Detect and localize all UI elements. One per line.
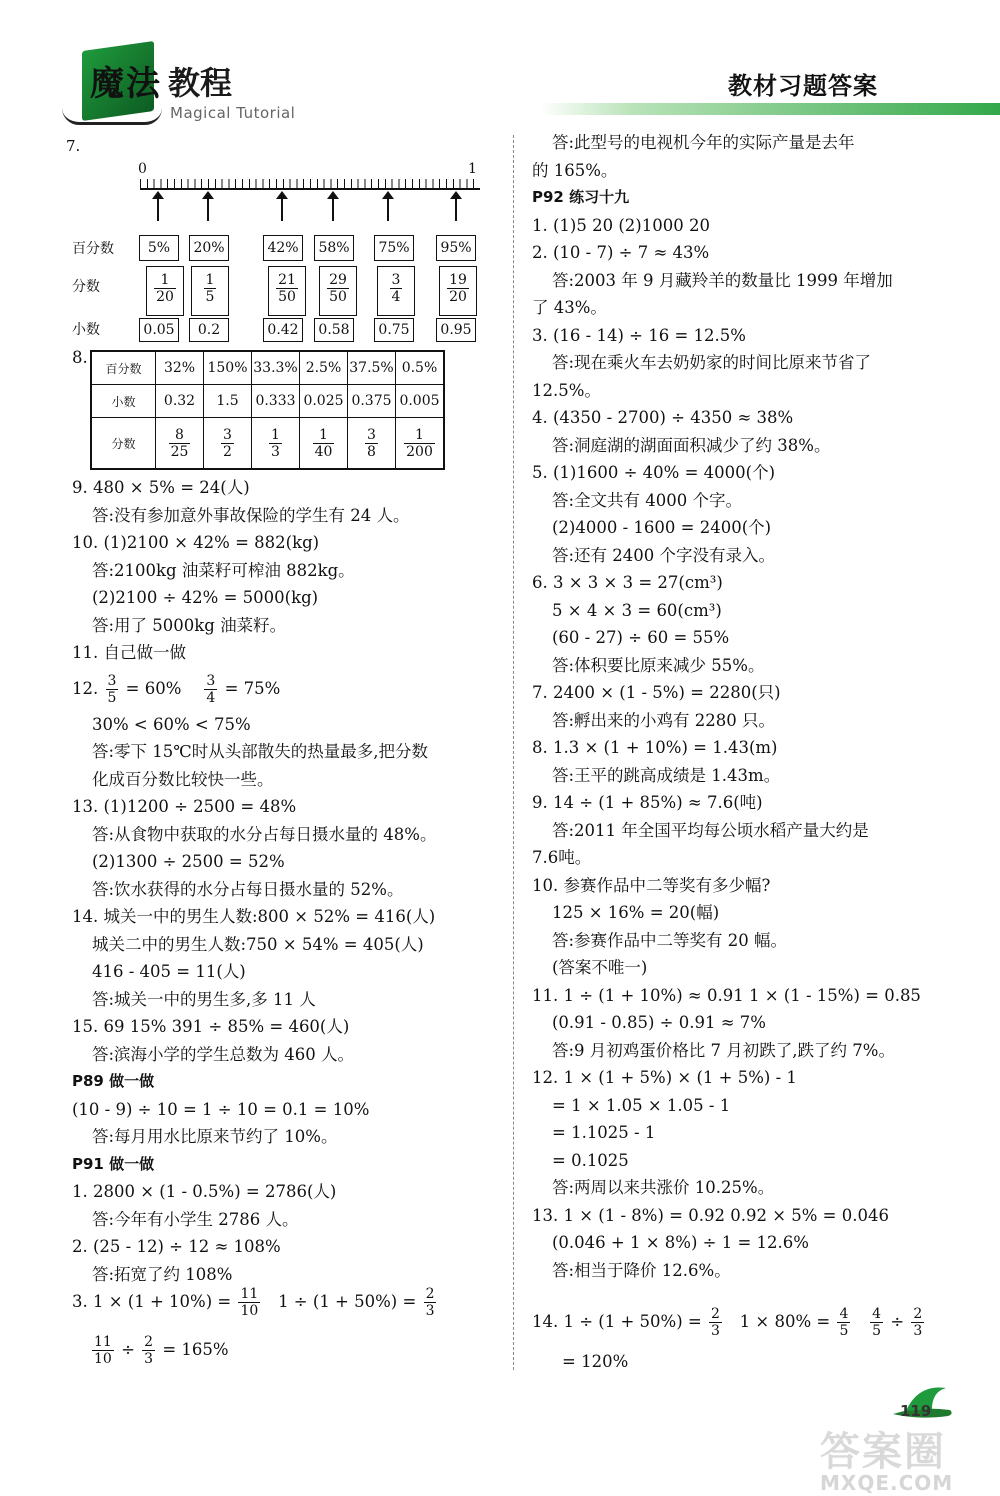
- page-number: 119: [900, 1402, 932, 1420]
- table-cell: 0.5%: [396, 351, 445, 385]
- table-cell: $\frac{1}{3}$: [252, 418, 300, 470]
- q8-label: 8.: [72, 348, 88, 367]
- answer-line: (答案不唯一): [552, 958, 648, 977]
- column-divider: [513, 135, 514, 1370]
- page-title: 教材习题答案: [728, 72, 878, 100]
- q14-result: = 120%: [562, 1352, 629, 1371]
- answer-line: 125 × 16% = 20(幅): [552, 903, 720, 922]
- arrow-up-icon: [332, 197, 334, 221]
- fraction-box: $\frac{19}{20}$: [439, 266, 477, 316]
- decimal-box: 0.2: [189, 318, 229, 342]
- table-cell: $\frac{3}{2}$: [204, 418, 252, 470]
- table-cell: 37.5%: [348, 351, 396, 385]
- answer-line: P91 做一做: [72, 1154, 155, 1173]
- table-row-header: 小数: [91, 385, 156, 418]
- table-cell: 0.025: [300, 385, 348, 418]
- answer-line: 了 43%。: [532, 298, 607, 317]
- decimal-box: 0.58: [314, 318, 354, 342]
- table-cell: 2.5%: [300, 351, 348, 385]
- answer-line: 9. 480 × 5% = 24(人): [72, 478, 250, 497]
- answer-line: 答:还有 2400 个字没有录入。: [552, 545, 776, 565]
- answer-line: 的 165%。: [532, 160, 618, 180]
- decimal-box: 0.42: [263, 318, 303, 342]
- answer-line: 答:2100kg 油菜籽可榨油 882kg。: [92, 560, 355, 580]
- answer-line: (2)2100 ÷ 42% = 5000(kg): [92, 588, 319, 607]
- magic-tutorial-logo: [62, 42, 312, 126]
- answer-line: P92 练习十九: [532, 188, 630, 206]
- answer-line: 答:体积要比原来减少 55%。: [552, 655, 765, 675]
- table-cell: 0.005: [396, 385, 445, 418]
- percent-box: 75%: [374, 235, 414, 261]
- logo-book-icon: [62, 108, 162, 125]
- q7-label: 7.: [66, 137, 81, 155]
- answer-line: 12. 1 × (1 + 5%) × (1 + 5%) - 1: [532, 1068, 797, 1087]
- answer-line: (2)4000 - 1600 = 2400(个): [552, 518, 772, 537]
- arrow-up-icon: [281, 197, 283, 221]
- answer-line: = 1 × 1.05 × 1.05 - 1: [552, 1095, 731, 1115]
- left-answer-column: [72, 474, 508, 1288]
- answer-line: (2)1300 ÷ 2500 = 52%: [92, 852, 285, 871]
- answer-line: 答:拓宽了约 108%: [92, 1264, 233, 1284]
- answer-line: 14. 城关一中的男生人数:800 × 52% = 416(人): [72, 907, 436, 926]
- answer-line: 2. (10 - 7) ÷ 7 ≈ 43%: [532, 243, 710, 262]
- table-cell: 33.3%: [252, 351, 300, 385]
- answer-line: 化成百分数比较快一些。: [92, 769, 274, 789]
- answer-line: 答:2011 年全国平均每公顷水稻产量大约是: [552, 820, 869, 840]
- answer-line: 答:全文共有 4000 个字。: [552, 490, 743, 510]
- answer-line: 10. (1)2100 × 42% = 882(kg): [72, 533, 320, 552]
- arrow-up-icon: [455, 197, 457, 221]
- answer-line: 答:滨海小学的学生总数为 460 人。: [92, 1044, 355, 1064]
- answer-line: 答:城关一中的男生多,多 11 人: [92, 989, 316, 1009]
- table-cell: 0.333: [252, 385, 300, 418]
- table-cell: $\frac{1}{200}$: [396, 418, 445, 470]
- answer-line: 6. 3 × 3 × 3 = 27(cm³): [532, 573, 723, 592]
- percent-box: 95%: [436, 235, 476, 261]
- q3-fraction-line: 3. 1 × (1 + 10%) = $\frac{11}{10}$ 1 ÷ (1 + 50%) = $\frac{2}{3}$: [72, 1286, 435, 1319]
- fraction-box: $\frac{21}{50}$: [268, 266, 306, 316]
- table-cell: 32%: [156, 351, 204, 385]
- row-label-decimal: 小数: [72, 322, 100, 338]
- answer-line: 答:今年有小学生 2786 人。: [92, 1209, 299, 1229]
- answer-line: 13. (1)1200 ÷ 2500 = 48%: [72, 797, 297, 816]
- answer-line: 3. (16 - 14) ÷ 16 = 12.5%: [532, 325, 746, 345]
- arrow-up-icon: [157, 197, 159, 221]
- answer-line: P89 做一做: [72, 1072, 155, 1090]
- watermark: [820, 1420, 1000, 1495]
- q8-conversion-table: [90, 350, 445, 470]
- answer-line: 9. 14 ÷ (1 + 85%) ≈ 7.6(吨): [532, 793, 763, 812]
- answer-line: (10 - 9) ÷ 10 = 1 ÷ 10 = 0.1 = 10%: [72, 1099, 370, 1119]
- watermark-top: 答案圈: [820, 1429, 946, 1475]
- answer-line: 答:没有参加意外事故保险的学生有 24 人。: [92, 505, 410, 525]
- answer-line: 1. 2800 × (1 - 0.5%) = 2786(人): [72, 1182, 337, 1201]
- logo-main-text: 魔法: [90, 64, 162, 104]
- answer-line: 7. 2400 × (1 - 5%) = 2280(只): [532, 683, 781, 702]
- table-row-header: 分数: [91, 418, 156, 470]
- row-label-fraction: 分数: [72, 279, 100, 295]
- answer-line: 答:此型号的电视机今年的实际产量是去年: [552, 133, 855, 152]
- fraction-box: $\frac{29}{50}$: [319, 266, 357, 316]
- header-gradient-bar: [540, 103, 1000, 115]
- answer-line: 答:参赛作品中二等奖有 20 幅。: [552, 930, 788, 950]
- row-label-percent: 百分数: [72, 241, 114, 257]
- axis-end-label: 1: [468, 161, 477, 177]
- answer-line: 答:洞庭湖的湖面面积减少了约 38%。: [552, 435, 831, 455]
- table-cell: 0.375: [348, 385, 396, 418]
- number-line-ticks: [140, 179, 480, 188]
- table-cell: $\frac{1}{40}$: [300, 418, 348, 470]
- table-row: [91, 351, 444, 385]
- answer-line: 30% < 60% < 75%: [92, 714, 251, 734]
- answer-line: 答:饮水获得的水分占每日摄水量的 52%。: [92, 879, 404, 899]
- axis-start-label: 0: [138, 161, 147, 177]
- answer-line: 10. 参赛作品中二等奖有多少幅?: [532, 875, 771, 895]
- answer-line: (0.91 - 0.85) ÷ 0.91 ≈ 7%: [552, 1013, 766, 1032]
- percent-box: 42%: [263, 235, 303, 261]
- answer-line: 答:孵出来的小鸡有 2280 只。: [552, 710, 776, 730]
- answer-line: 答:2003 年 9 月藏羚羊的数量比 1999 年增加: [552, 270, 893, 290]
- table-cell: $\frac{3}{8}$: [348, 418, 396, 470]
- answer-line: 416 - 405 = 11(人): [92, 962, 246, 981]
- answer-line: 答:从食物中获取的水分占每日摄水量的 48%。: [92, 824, 437, 844]
- decimal-box: 0.75: [374, 318, 414, 342]
- answer-line: 答:现在乘火车去奶奶家的时间比原来节省了: [552, 353, 872, 372]
- answer-line: (0.046 + 1 × 8%) ÷ 1 = 12.6%: [552, 1233, 809, 1252]
- table-cell: 150%: [204, 351, 252, 385]
- answer-line: (60 - 27) ÷ 60 = 55%: [552, 628, 730, 647]
- logo-second-text: 教程: [168, 64, 233, 102]
- percent-box: 58%: [314, 235, 354, 261]
- answer-line: 城关二中的男生人数:750 × 54% = 405(人): [92, 934, 424, 954]
- answer-line: 5 × 4 × 3 = 60(cm³): [552, 600, 722, 620]
- answer-line: 5. (1)1600 ÷ 40% = 4000(个): [532, 463, 776, 482]
- table-cell: 1.5: [204, 385, 252, 418]
- table-row: [91, 385, 444, 418]
- answer-line: 12.5%。: [532, 380, 601, 400]
- answer-line: 4. (4350 - 2700) ÷ 4350 ≈ 38%: [532, 408, 794, 427]
- arrow-up-icon: [207, 197, 209, 221]
- table-cell: 0.32: [156, 385, 204, 418]
- table-cell: $\frac{8}{25}$: [156, 418, 204, 470]
- answer-line: 2. (25 - 12) ÷ 12 ≈ 108%: [72, 1237, 281, 1256]
- q14-fraction-line: 14. 1 ÷ (1 + 50%) = $\frac{2}{3}$ 1 × 80% = $\frac{4}{5}$ $\frac{4}{5}$ ÷ $\frac{2}{3}$: [532, 1306, 923, 1339]
- table-row-header: 百分数: [91, 351, 156, 385]
- answer-line: = 0.1025: [552, 1150, 629, 1170]
- answer-line: 答:用了 5000kg 油菜籽。: [92, 615, 287, 635]
- decimal-box: 0.05: [139, 318, 179, 342]
- q3-result-line: $\frac{11}{10}$ ÷ $\frac{2}{3}$ = 165%: [94, 1334, 229, 1367]
- number-line-axis: [140, 188, 480, 190]
- percent-box: 5%: [139, 235, 179, 261]
- answer-line: = 1.1025 - 1: [552, 1123, 656, 1142]
- answer-line: 答:两周以来共涨价 10.25%。: [552, 1178, 775, 1197]
- answer-line: 7.6吨。: [532, 848, 592, 867]
- answer-line: 答:相当于降价 12.6%。: [552, 1260, 731, 1280]
- answer-line: 1. (1)5 20 (2)1000 20: [532, 215, 710, 235]
- answer-line: 8. 1.3 × (1 + 10%) = 1.43(m): [532, 738, 778, 757]
- logo-subtitle: Magical Tutorial: [170, 104, 296, 122]
- fraction-box: $\frac{1}{20}$: [146, 266, 184, 316]
- answer-line: 13. 1 × (1 - 8%) = 0.92 0.92 × 5% = 0.046: [532, 1205, 889, 1225]
- answer-line: 答:9 月初鸡蛋价格比 7 月初跌了,跌了约 7%。: [552, 1040, 895, 1060]
- fraction-box: $\frac{3}{4}$: [377, 266, 415, 316]
- right-answer-column: [532, 129, 972, 1284]
- answer-line: 15. 69 15% 391 ÷ 85% = 460(人): [72, 1017, 350, 1036]
- answer-line: 答:零下 15℃时从头部散失的热量最多,把分数: [92, 742, 429, 761]
- answer-line: 11. 1 ÷ (1 + 10%) ≈ 0.91 1 × (1 - 15%) = 0.85: [532, 985, 921, 1005]
- answer-line: 答:每月用水比原来节约了 10%。: [92, 1127, 338, 1146]
- watermark-bottom: MXQE.COM: [820, 1471, 954, 1495]
- q12-fraction-line: 12. $\frac{3}{5}$ = 60% $\frac{3}{4}$ = 75%: [72, 672, 281, 706]
- answer-line: 答:王平的跳高成绩是 1.43m。: [552, 765, 781, 785]
- table-row: [91, 418, 444, 470]
- answer-line: 11. 自己做一做: [72, 643, 186, 662]
- q7-number-line-figure: [60, 133, 510, 348]
- decimal-box: 0.95: [436, 318, 476, 342]
- arrow-up-icon: [387, 197, 389, 221]
- percent-box: 20%: [189, 235, 229, 261]
- fraction-box: $\frac{1}{5}$: [191, 266, 229, 316]
